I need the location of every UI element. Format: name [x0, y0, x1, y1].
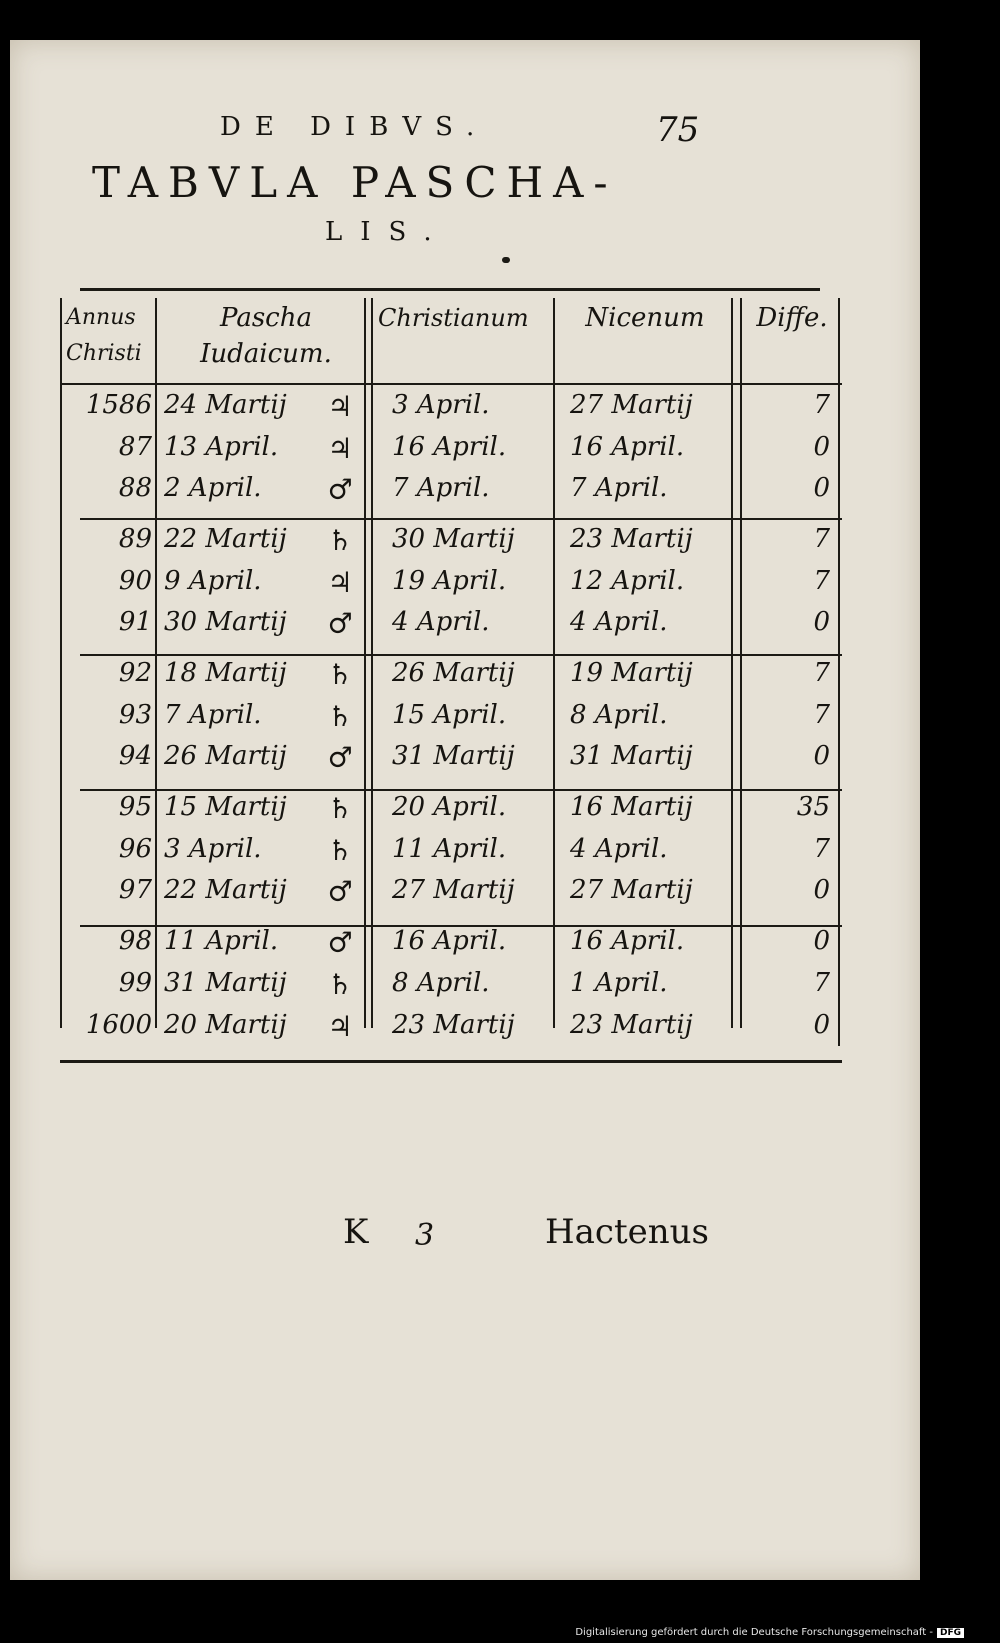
column-divider-3 [553, 298, 555, 1028]
difference-cell: 7 [813, 658, 830, 688]
column-divider-4a [731, 298, 733, 1028]
christianum-cell: 11 April. [392, 834, 507, 864]
christianum-cell: 20 April. [392, 792, 507, 822]
column-divider-2a [364, 298, 366, 1028]
group-rule-2 [80, 654, 842, 656]
nicenum-cell: 16 April. [570, 432, 685, 462]
column-header-christianum: Christianum [378, 304, 529, 332]
column-header-nicenum: Nicenum [585, 303, 705, 333]
planet-icon: ♂ [327, 926, 353, 959]
table-right-border [838, 298, 840, 1046]
table-top-rule [80, 288, 820, 291]
nicenum-cell: 23 Martij [570, 1010, 693, 1040]
difference-cell: 7 [813, 834, 830, 864]
year-cell: 96 [118, 834, 152, 864]
year-cell: 92 [118, 658, 152, 688]
nicenum-cell: 19 Martij [570, 658, 693, 688]
iudaicum-cell: 20 Martij [164, 1010, 287, 1040]
difference-cell: 0 [813, 1010, 830, 1040]
page-number: 75 [656, 110, 700, 150]
planet-icon: ♃ [327, 1010, 353, 1043]
planet-icon: ♄ [327, 658, 353, 691]
planet-icon: ♄ [327, 524, 353, 557]
year-cell: 97 [118, 875, 152, 905]
iudaicum-cell: 24 Martij [164, 390, 287, 420]
planet-icon: ♄ [327, 700, 353, 733]
page-title-continuation: LIS. [325, 217, 450, 247]
year-cell: 90 [118, 566, 152, 596]
planet-icon: ♃ [327, 432, 353, 465]
nicenum-cell: 4 April. [570, 834, 668, 864]
iudaicum-cell: 22 Martij [164, 524, 287, 554]
year-cell: 1586 [85, 390, 152, 420]
signature-mark: K [343, 1212, 369, 1252]
difference-cell: 7 [813, 968, 830, 998]
nicenum-cell: 31 Martij [570, 741, 693, 771]
christianum-cell: 30 Martij [392, 524, 515, 554]
year-cell: 99 [118, 968, 152, 998]
christianum-cell: 4 April. [392, 607, 490, 637]
iudaicum-cell: 3 April. [164, 834, 262, 864]
planet-icon: ♂ [327, 473, 353, 506]
group-rule-3 [80, 789, 842, 791]
column-header-iudaicum: Pascha Iudaicum. [200, 303, 332, 369]
nicenum-cell: 4 April. [570, 607, 668, 637]
header-underline [60, 383, 842, 385]
year-cell: 94 [118, 741, 152, 771]
year-cell: 93 [118, 700, 152, 730]
iudaicum-cell: 18 Martij [164, 658, 287, 688]
nicenum-cell: 12 April. [570, 566, 685, 596]
planet-icon: ♃ [327, 390, 353, 423]
column-divider-1 [155, 298, 157, 1028]
column-divider-4b [740, 298, 742, 1028]
nicenum-cell: 8 April. [570, 700, 668, 730]
iudaicum-cell: 2 April. [164, 473, 262, 503]
difference-cell: 0 [813, 607, 830, 637]
nicenum-cell: 7 April. [570, 473, 668, 503]
iudaicum-cell: 7 April. [164, 700, 262, 730]
christianum-cell: 27 Martij [392, 875, 515, 905]
digitization-credit [575, 1627, 964, 1638]
iudaicum-cell: 30 Martij [164, 607, 287, 637]
iudaicum-cell: 13 April. [164, 432, 279, 462]
difference-cell: 0 [813, 473, 830, 503]
difference-cell: 0 [813, 875, 830, 905]
signature-number: 3 [415, 1218, 435, 1253]
page-title: TABVLA PASCHA- [92, 158, 618, 207]
nicenum-cell: 27 Martij [570, 875, 693, 905]
christianum-cell: 16 April. [392, 926, 507, 956]
iudaicum-cell: 26 Martij [164, 741, 287, 771]
planet-icon: ♄ [327, 834, 353, 867]
column-divider-2b [371, 298, 373, 1028]
nicenum-cell: 23 Martij [570, 524, 693, 554]
planet-icon: ♂ [327, 741, 353, 774]
table-bottom-rule [60, 1060, 842, 1063]
column-header-differentia: Diffe. [756, 303, 828, 333]
year-cell: 95 [118, 792, 152, 822]
christianum-cell: 16 April. [392, 432, 507, 462]
christianum-cell: 8 April. [392, 968, 490, 998]
difference-cell: 7 [813, 566, 830, 596]
catchword: Hactenus [545, 1212, 709, 1252]
year-cell: 98 [118, 926, 152, 956]
planet-icon: ♄ [327, 968, 353, 1001]
difference-cell: 35 [796, 792, 830, 822]
christianum-cell: 7 April. [392, 473, 490, 503]
iudaicum-cell: 9 April. [164, 566, 262, 596]
difference-cell: 7 [813, 524, 830, 554]
iudaicum-cell: 22 Martij [164, 875, 287, 905]
christianum-cell: 19 April. [392, 566, 507, 596]
iudaicum-cell: 15 Martij [164, 792, 287, 822]
year-cell: 88 [118, 473, 152, 503]
credit-text: Digitalisierung gefördert durch die Deutsche Forschungsgemeinschaft - [575, 1627, 933, 1638]
difference-cell: 7 [813, 700, 830, 730]
christianum-cell: 15 April. [392, 700, 507, 730]
christianum-cell: 31 Martij [392, 741, 515, 771]
christianum-cell: 23 Martij [392, 1010, 515, 1040]
christianum-cell: 3 April. [392, 390, 490, 420]
difference-cell: 0 [813, 926, 830, 956]
iudaicum-cell: 11 April. [164, 926, 279, 956]
running-head: DE DIBVS. [220, 112, 489, 142]
group-rule-1 [80, 518, 842, 520]
dfg-logo: DFG [937, 1628, 964, 1638]
difference-cell: 7 [813, 390, 830, 420]
difference-cell: 0 [813, 741, 830, 771]
planet-icon: ♂ [327, 875, 353, 908]
year-cell: 91 [118, 607, 152, 637]
difference-cell: 0 [813, 432, 830, 462]
year-cell: 89 [118, 524, 152, 554]
column-header-annus: Annus Christi [66, 305, 142, 366]
planet-icon: ♃ [327, 566, 353, 599]
planet-icon: ♄ [327, 792, 353, 825]
ornament-dot [502, 257, 510, 263]
nicenum-cell: 16 April. [570, 926, 685, 956]
year-cell: 1600 [85, 1010, 152, 1040]
nicenum-cell: 16 Martij [570, 792, 693, 822]
planet-icon: ♂ [327, 607, 353, 640]
nicenum-cell: 27 Martij [570, 390, 693, 420]
year-cell: 87 [118, 432, 152, 462]
nicenum-cell: 1 April. [570, 968, 668, 998]
iudaicum-cell: 31 Martij [164, 968, 287, 998]
christianum-cell: 26 Martij [392, 658, 515, 688]
